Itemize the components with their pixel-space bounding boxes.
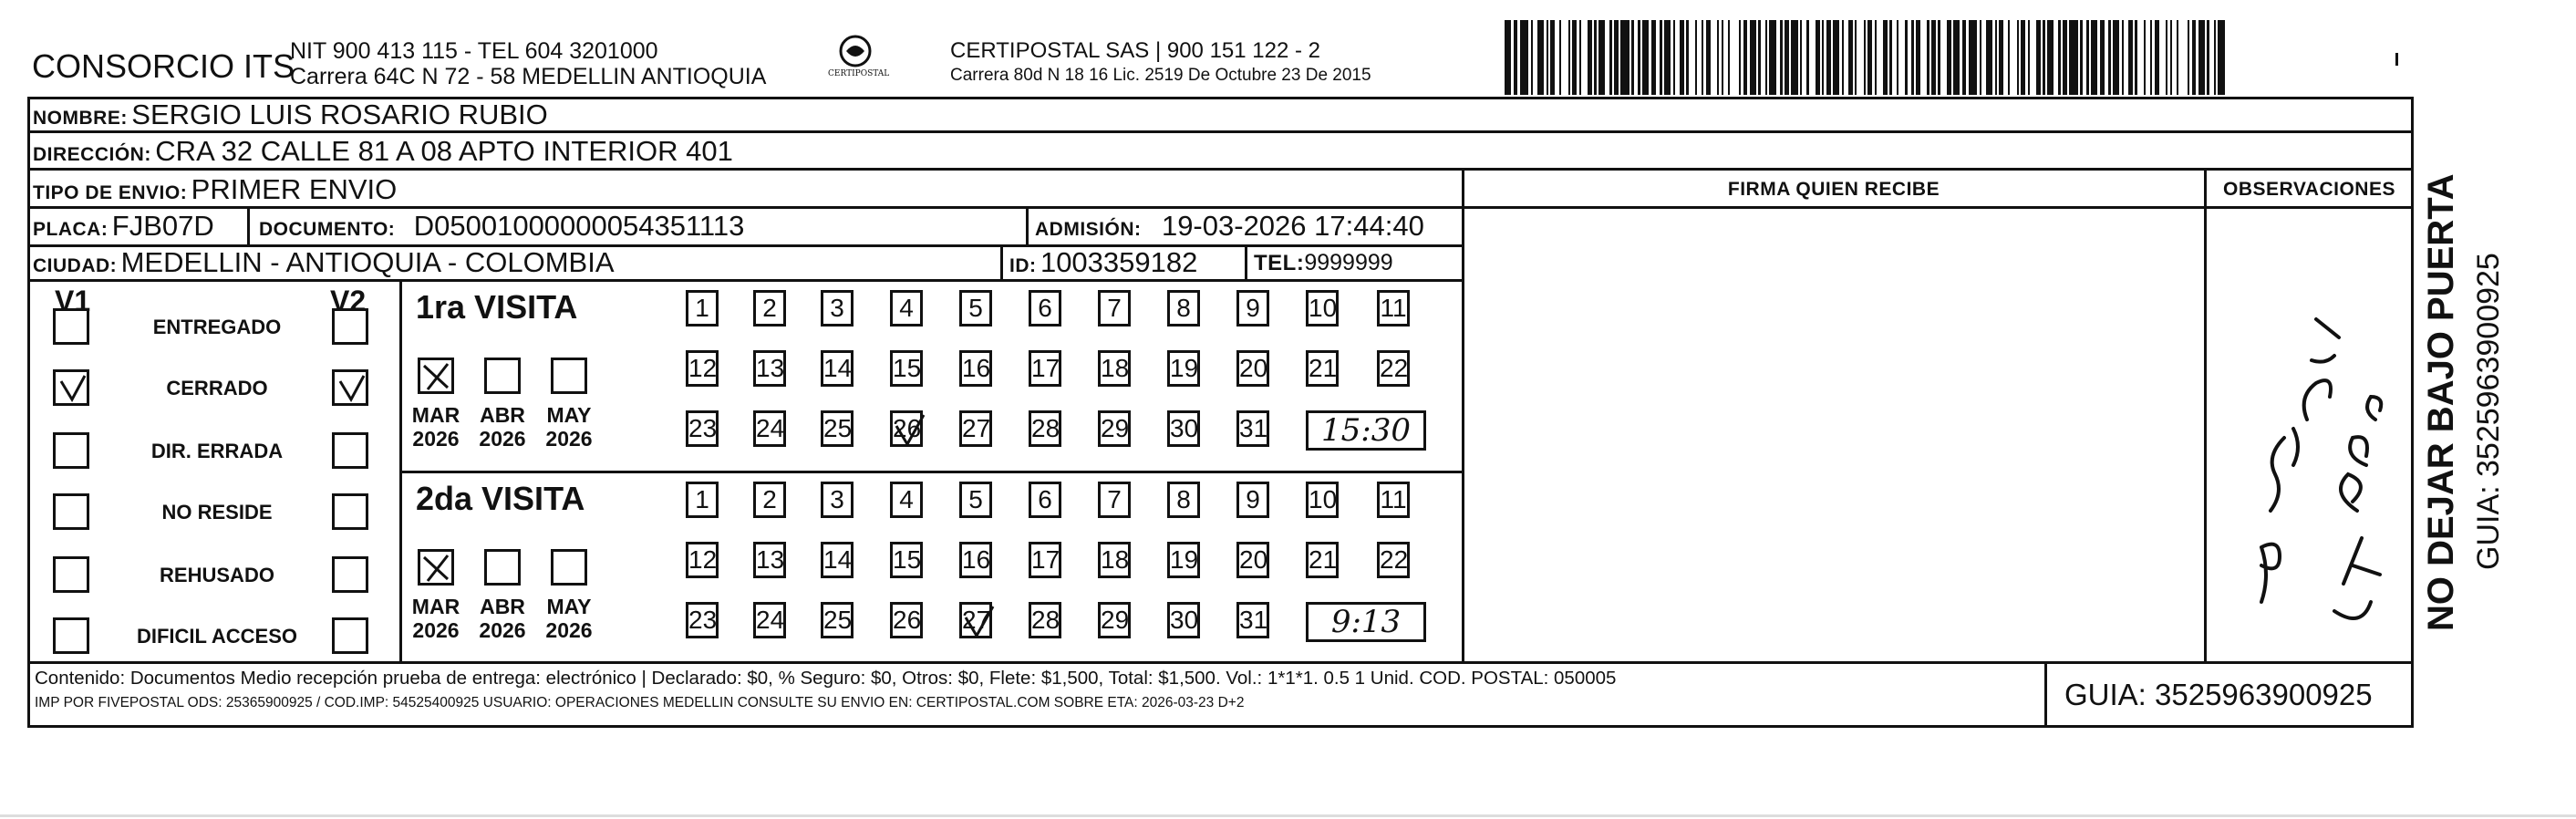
footer-imp: IMP POR FIVEPOSTAL ODS: 25365900925 / COD.IMP: 54525400925 USUARIO: OPERACIONES MEDELLIN CONSULTE SU ENVIO EN: CERTIPOSTAL.COM SOBRE ETA: 2026-03-23 D+2 (35, 695, 1245, 710)
placa-label: PLACA: (33, 219, 109, 240)
barcode-bar (2166, 20, 2167, 95)
footer-contents: Contenido: Documentos Medio recepción prueba de entrega: electrónico | Declarado: $0, % Seguro: $0, Otros: $0, Flete: $1,500, Total: $1,500. Vol.: 1*1*1. 0.5 1 Unid. COD. POSTAL: 050005 (35, 668, 1617, 689)
barcode-bar (1875, 20, 1877, 95)
day-check-mark-icon (893, 413, 926, 450)
ciudad-value: MEDELLIN - ANTIOQUIA - COLOMBIA (120, 246, 615, 278)
month-label: MAY (546, 403, 592, 427)
barcode-bar (1706, 20, 1711, 95)
v2-header: V2 (330, 285, 367, 317)
barcode-bar (2113, 20, 2119, 95)
day-box[interactable]: 29 (1098, 602, 1131, 638)
day-box[interactable]: 19 (1167, 542, 1200, 578)
barcode-bar (1962, 20, 1967, 95)
month-checkbox[interactable] (418, 549, 454, 586)
barcode-bar (1550, 20, 1555, 95)
barcode-bar (1806, 20, 1808, 95)
day-box[interactable]: 8 (1167, 290, 1200, 327)
barcode-bar (1717, 20, 1719, 95)
day-box[interactable]: 9 (1236, 482, 1269, 518)
barcode-bar (1514, 20, 1518, 95)
barcode (1505, 0, 2229, 100)
admision-cell (1035, 210, 1424, 243)
barcode-bar (1867, 20, 1872, 95)
day-box[interactable]: 12 (686, 542, 719, 578)
barcode-bar (2128, 20, 2133, 95)
barcode-bar (1686, 20, 1688, 95)
v1-checkbox[interactable] (53, 617, 89, 654)
day-box[interactable]: 16 (959, 542, 992, 578)
barcode-bar (2198, 20, 2205, 95)
barcode-bar (2150, 20, 2152, 95)
day-box[interactable]: 24 (753, 410, 786, 447)
day-box[interactable]: 13 (753, 542, 786, 578)
barcode-bar (1537, 20, 1544, 95)
day-box[interactable]: 27 (959, 410, 992, 447)
visit-time-value: 9:13 (1330, 604, 1402, 640)
barcode-bar (2100, 20, 2105, 95)
day-box[interactable]: 1 (686, 290, 719, 327)
barcode-bar (1816, 20, 1820, 95)
year-label: 2026 (479, 427, 526, 451)
handwritten-observation (2207, 274, 2412, 638)
month-checkbox[interactable] (484, 549, 521, 586)
barcode-bar (2047, 20, 2054, 95)
barcode-bar (1609, 20, 1611, 95)
barcode-bar (1547, 20, 1548, 95)
handwriting-stroke-3 (2334, 397, 2381, 618)
check-mark-icon (56, 372, 88, 405)
day-box[interactable]: 20 (1236, 350, 1269, 387)
documento-label: DOCUMENTO: (259, 219, 396, 240)
day-box[interactable]: 11 (1377, 290, 1410, 327)
barcode-bar (1897, 20, 1898, 95)
barcode-bar (2008, 20, 2010, 95)
month-label: MAY (546, 595, 592, 618)
barcode-bar (1695, 20, 1697, 95)
v1-checkbox[interactable] (53, 369, 89, 406)
direccion-row (33, 135, 733, 168)
id-cell (1009, 246, 1197, 279)
month-checkbox[interactable] (551, 358, 587, 394)
handwriting-stroke-2 (2271, 319, 2339, 511)
tipo-label: TIPO DE ENVIO: (33, 182, 188, 203)
barcode-bar (1916, 20, 1920, 95)
day-box[interactable]: 8 (1167, 482, 1200, 518)
barcode-bar (1889, 20, 1891, 95)
barcode-bar (1822, 20, 1824, 95)
nombre-row (33, 98, 548, 131)
day-box[interactable]: 30 (1167, 602, 1200, 638)
v1-checkbox[interactable] (53, 493, 89, 530)
barcode-bar (1953, 20, 1960, 95)
barcode-bar (1750, 20, 1756, 95)
nombre-label: NOMBRE: (33, 108, 128, 129)
day-box[interactable]: 23 (686, 602, 719, 638)
barcode-bar (1947, 20, 1951, 95)
barcode-bar (2108, 20, 2110, 95)
barcode-bar (1969, 20, 1978, 95)
barcode-bar (1743, 20, 1748, 95)
admision-label: ADMISIÓN: (1035, 219, 1142, 240)
day-box[interactable]: 21 (1306, 542, 1339, 578)
day-box[interactable]: 17 (1029, 350, 1061, 387)
year-label: 2026 (479, 618, 526, 642)
status-label: DIFICIL ACCESO (136, 625, 297, 648)
day-box[interactable]: 25 (821, 410, 853, 447)
barcode-bar (2086, 20, 2088, 95)
month-checkbox[interactable] (484, 358, 521, 394)
tel-label: TEL: (1254, 251, 1305, 275)
day-box[interactable]: 6 (1029, 290, 1061, 327)
barcode-bar (2021, 20, 2025, 95)
visit-time-box[interactable] (1306, 410, 1426, 451)
visit-time-box[interactable] (1306, 602, 1426, 642)
barcode-bar (2188, 20, 2189, 95)
day-box[interactable]: 31 (1236, 602, 1269, 638)
tel-value: 9999999 (1304, 250, 1393, 275)
day-box[interactable]: 14 (821, 350, 853, 387)
day-box[interactable]: 12 (686, 350, 719, 387)
status-label: REHUSADO (160, 564, 274, 586)
v1-checkbox[interactable] (53, 432, 89, 469)
barcode-bar (1999, 20, 2003, 95)
v2-checkbox[interactable] (332, 493, 368, 530)
barcode-bar (1642, 20, 1649, 95)
day-box[interactable]: 1 (686, 482, 719, 518)
v2-checkbox[interactable] (332, 617, 368, 654)
day-box[interactable]: 15 (890, 542, 923, 578)
v2-checkbox[interactable] (332, 432, 368, 469)
barcode-bar (1631, 20, 1633, 95)
check-mark-icon (420, 552, 453, 585)
day-box[interactable]: 18 (1098, 542, 1131, 578)
barcode-bar (1651, 20, 1656, 95)
day-box[interactable]: 5 (959, 290, 992, 327)
placa-value: FJB07D (111, 210, 214, 242)
barcode-bar (2017, 20, 2019, 95)
barcode-bar (2080, 20, 2082, 95)
company-nit-tel: NIT 900 413 115 - TEL 604 3201000 (290, 38, 658, 64)
documento-value: D05001000000054351113 (413, 210, 745, 242)
day-box[interactable]: 28 (1029, 410, 1061, 447)
check-mark-icon (335, 372, 367, 405)
barcode-bar (2069, 20, 2078, 95)
company-name: CONSORCIO ITS (32, 47, 295, 85)
barcode-bar (1842, 20, 1844, 95)
day-box[interactable]: 23 (686, 410, 719, 447)
barcode-bar (1765, 20, 1767, 95)
barcode-bar (1758, 20, 1760, 95)
month-label: ABR (480, 595, 525, 618)
day-box[interactable]: 5 (959, 482, 992, 518)
month-checkbox[interactable] (418, 358, 454, 394)
ciudad-label: CIUDAD: (33, 255, 118, 276)
placa-cell (33, 210, 214, 243)
logo-text: CERTIPOSTAL (828, 69, 890, 78)
day-box[interactable]: 17 (1029, 542, 1061, 578)
day-box[interactable]: 9 (1236, 290, 1269, 327)
barcode-bar (1905, 20, 1907, 95)
day-box[interactable]: 2 (753, 290, 786, 327)
ciudad-cell (33, 246, 615, 279)
day-box[interactable]: 15 (890, 350, 923, 387)
day-box[interactable]: 11 (1377, 482, 1410, 518)
barcode-bar (1931, 20, 1936, 95)
barcode-bar (1986, 20, 1992, 95)
day-box[interactable]: 7 (1098, 290, 1131, 327)
barcode-bar (2214, 20, 2216, 95)
day-box[interactable]: 4 (890, 482, 923, 518)
barcode-bar (1927, 20, 1929, 95)
barcode-bar (2192, 20, 2197, 95)
direccion-value: CRA 32 CALLE 81 A 08 APTO INTERIOR 401 (155, 135, 733, 167)
barcode-bar (1588, 20, 1592, 95)
day-box[interactable]: 14 (821, 542, 853, 578)
check-mark-icon (420, 360, 453, 393)
barcode-bar (2207, 20, 2209, 95)
status-label: CERRADO (166, 377, 268, 399)
barcode-bar (1680, 20, 1684, 95)
day-box[interactable]: 13 (753, 350, 786, 387)
barcode-bar (1520, 20, 1529, 95)
day-box[interactable]: 22 (1377, 542, 1410, 578)
day-box[interactable]: 3 (821, 290, 853, 327)
barcode-bar (1594, 20, 1596, 95)
documento-cell (259, 210, 744, 243)
day-box[interactable]: 19 (1167, 350, 1200, 387)
corner-mark (2395, 53, 2398, 66)
status-label: NO RESIDE (161, 501, 273, 524)
observaciones-header: OBSERVACIONES (2223, 179, 2395, 200)
barcode-bar (2043, 20, 2044, 95)
barcode-bar (1791, 20, 1797, 95)
barcode-bar (1883, 20, 1888, 95)
day-box[interactable]: 7 (1098, 482, 1131, 518)
day-box[interactable]: 2 (753, 482, 786, 518)
status-label: DIR. ERRADA (150, 440, 284, 462)
year-label: 2026 (545, 427, 593, 451)
handwriting-stroke-1 (2261, 544, 2280, 602)
barcode-bar (1614, 20, 1619, 95)
day-box[interactable]: 25 (821, 602, 853, 638)
tipo-row (33, 173, 397, 206)
barcode-bar (1833, 20, 1839, 95)
status-label: ENTREGADO (152, 316, 282, 338)
admision-value: 19-03-2026 17:44:40 (1161, 210, 1424, 242)
day-box[interactable]: 27 (959, 602, 992, 638)
barcode-bar (2170, 20, 2172, 95)
side-guia: GUIA: 3525963900925 (2471, 253, 2506, 570)
day-box[interactable]: 30 (1167, 410, 1200, 447)
month-checkbox[interactable] (551, 549, 587, 586)
month-label: MAR (411, 403, 460, 427)
firma-header: FIRMA QUIEN RECIBE (1727, 179, 1940, 200)
tel-cell (1254, 250, 1393, 276)
day-box[interactable]: 20 (1236, 542, 1269, 578)
barcode-bar (1660, 20, 1661, 95)
v1-checkbox[interactable] (53, 556, 89, 593)
year-label: 2026 (412, 618, 460, 642)
barcode-bar (1995, 20, 1997, 95)
v2-checkbox[interactable] (332, 369, 368, 406)
certipostal-info-line1: CERTIPOSTAL SAS | 900 151 122 - 2 (950, 38, 1320, 63)
day-box[interactable]: 28 (1029, 602, 1061, 638)
v1-header: V1 (55, 285, 91, 317)
day-box[interactable]: 4 (890, 290, 923, 327)
day-box[interactable]: 16 (959, 350, 992, 387)
barcode-bar (1739, 20, 1741, 95)
barcode-bar (1722, 20, 1723, 95)
day-box[interactable]: 10 (1306, 482, 1339, 518)
barcode-bar (1598, 20, 1605, 95)
v2-checkbox[interactable] (332, 308, 368, 345)
barcode-bar (1785, 20, 1789, 95)
certipostal-info-line2: Carrera 80d N 18 16 Lic. 2519 De Octubre 23 De 2015 (950, 66, 1371, 85)
barcode-bar (1826, 20, 1831, 95)
barcode-bar (1702, 20, 1703, 95)
direccion-label: DIRECCIÓN: (33, 144, 151, 165)
v2-checkbox[interactable] (332, 556, 368, 593)
barcode-bar (1855, 20, 1857, 95)
day-box[interactable]: 26 (890, 602, 923, 638)
day-box[interactable]: 26 (890, 410, 923, 447)
barcode-bar (2058, 20, 2060, 95)
day-box[interactable]: 24 (753, 602, 786, 638)
barcode-bar (1664, 20, 1671, 95)
day-box[interactable]: 29 (1098, 410, 1131, 447)
year-label: 2026 (545, 618, 593, 642)
visit-title: 2da VISITA (416, 480, 585, 517)
barcode-bar (2122, 20, 2124, 95)
barcode-bar (1568, 20, 1570, 95)
day-box[interactable]: 21 (1306, 350, 1339, 387)
nombre-value: SERGIO LUIS ROSARIO RUBIO (131, 98, 548, 130)
visit-time-value: 15:30 (1321, 412, 1411, 449)
day-box[interactable]: 31 (1236, 410, 1269, 447)
day-box[interactable]: 3 (821, 482, 853, 518)
day-box[interactable]: 6 (1029, 482, 1061, 518)
barcode-bar (2036, 20, 2041, 95)
day-box[interactable]: 10 (1306, 290, 1339, 327)
barcode-bar (1673, 20, 1675, 95)
barcode-bar (1864, 20, 1866, 95)
barcode-bar (1620, 20, 1629, 95)
visit-title: 1ra VISITA (416, 288, 578, 326)
barcode-bar (1728, 20, 1730, 95)
barcode-bar (2155, 20, 2159, 95)
day-check-mark-icon (962, 605, 995, 641)
barcode-bar (1769, 20, 1775, 95)
v1-checkbox[interactable] (53, 308, 89, 345)
barcode-bar (2135, 20, 2136, 95)
barcode-bar (1505, 20, 1511, 95)
barcode-bar (1572, 20, 1577, 95)
day-box[interactable]: 22 (1377, 350, 1410, 387)
barcode-bar (1911, 20, 1913, 95)
barcode-bar (1938, 20, 1940, 95)
barcode-bar (2218, 20, 2224, 95)
company-address: Carrera 64C N 72 - 58 MEDELLIN ANTIOQUIA (290, 64, 767, 89)
barcode-bar (1980, 20, 1981, 95)
barcode-bar (1638, 20, 1640, 95)
barcode-bar (1848, 20, 1853, 95)
tipo-value: PRIMER ENVIO (191, 173, 398, 205)
barcode-bar (2144, 20, 2146, 95)
certipostal-logo (828, 33, 890, 88)
year-label: 2026 (412, 427, 460, 451)
barcode-bar (2028, 20, 2030, 95)
day-box[interactable]: 18 (1098, 350, 1131, 387)
month-label: ABR (480, 403, 525, 427)
barcode-bar (1579, 20, 1581, 95)
barcode-bar (2063, 20, 2067, 95)
barcode-bar (1559, 20, 1561, 95)
id-value: 1003359182 (1040, 246, 1198, 278)
month-label: MAR (411, 595, 460, 618)
barcode-bar (1780, 20, 1782, 95)
barcode-bar (1800, 20, 1802, 95)
barcode-bar (2091, 20, 2097, 95)
id-label: ID: (1009, 255, 1037, 276)
barcode-bar (2177, 20, 2178, 95)
footer-guia: GUIA: 3525963900925 (2064, 678, 2373, 711)
no-dejar-notice: NO DEJAR BAJO PUERTA (2421, 173, 2461, 631)
certipostal-logo-icon (837, 33, 874, 69)
barcode-bar (1531, 20, 1533, 95)
